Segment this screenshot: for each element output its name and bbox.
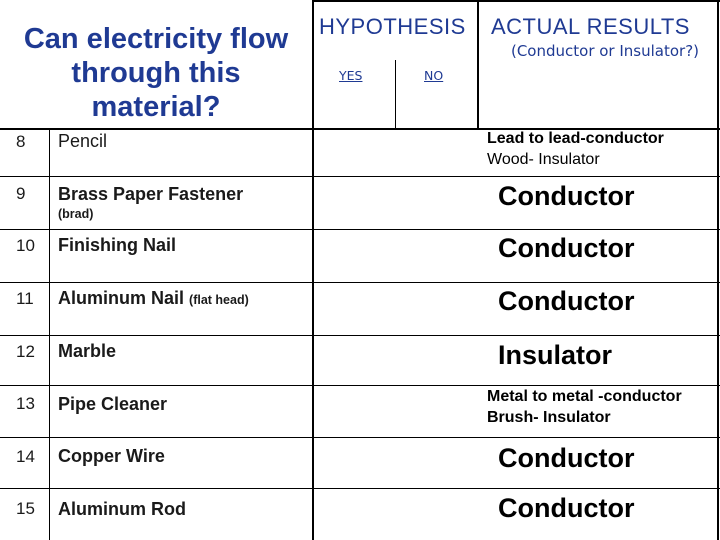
material-name: Pipe Cleaner [58, 394, 168, 414]
table-right-border [717, 0, 719, 540]
hypothesis-header: HYPOTHESIS [319, 14, 466, 39]
material-note: (flat head) [189, 293, 249, 307]
col-divider-yes-no [395, 60, 396, 130]
row-divider-4 [0, 335, 720, 336]
row-divider-3 [0, 282, 720, 283]
actual-results-subheader: (Conductor or Insulator?) [510, 42, 700, 60]
result-text: Conductor [498, 181, 635, 211]
row-divider-7 [0, 488, 720, 489]
actual-results-header: ACTUAL RESULTS [491, 14, 690, 39]
material-cell [58, 288, 249, 309]
question-line: material? [91, 91, 221, 123]
row-number: 15 [16, 499, 35, 518]
col-divider-hypothesis [477, 0, 479, 130]
result-text: Conductor [498, 233, 635, 263]
result-text [487, 386, 682, 428]
row-number: 12 [16, 342, 35, 361]
result-text [487, 128, 664, 170]
material-name: Brass Paper Fastener [58, 184, 244, 204]
row-divider-6 [0, 437, 720, 438]
table-top-border [312, 0, 720, 2]
result-text: Conductor [498, 286, 635, 316]
result-text: Conductor [498, 493, 635, 523]
material-name: Aluminum Rod [58, 499, 186, 519]
row-number: 13 [16, 394, 35, 413]
row-divider-1 [0, 176, 720, 177]
row-number: 9 [16, 184, 26, 203]
result-line: Metal to metal -conductor [487, 388, 682, 405]
result-text: Insulator [498, 340, 613, 370]
col-divider-material [312, 0, 314, 540]
material-name: Finishing Nail [58, 235, 177, 255]
result-text: Conductor [498, 443, 635, 473]
result-line: Brush- Insulator [487, 409, 611, 426]
material-name: Aluminum Nail [58, 288, 185, 308]
material-name: Marble [58, 341, 117, 361]
question-line: Can electricity flow [23, 23, 289, 55]
row-number: 14 [16, 447, 35, 466]
no-column-header: NO [424, 68, 444, 83]
col-divider-number [49, 129, 50, 540]
material-note: (brad) [58, 207, 94, 221]
result-line: Lead to lead-conductor [487, 130, 664, 147]
material-name: Pencil [58, 131, 108, 151]
row-number: 11 [16, 289, 34, 308]
row-number: 8 [16, 132, 26, 151]
question-line: through this [71, 57, 241, 89]
question-title [8, 22, 304, 124]
yes-column-header: YES [339, 68, 363, 83]
result-line: Wood- Insulator [487, 151, 600, 168]
material-name: Copper Wire [58, 446, 165, 466]
row-number: 10 [16, 236, 35, 255]
row-divider-2 [0, 229, 720, 230]
